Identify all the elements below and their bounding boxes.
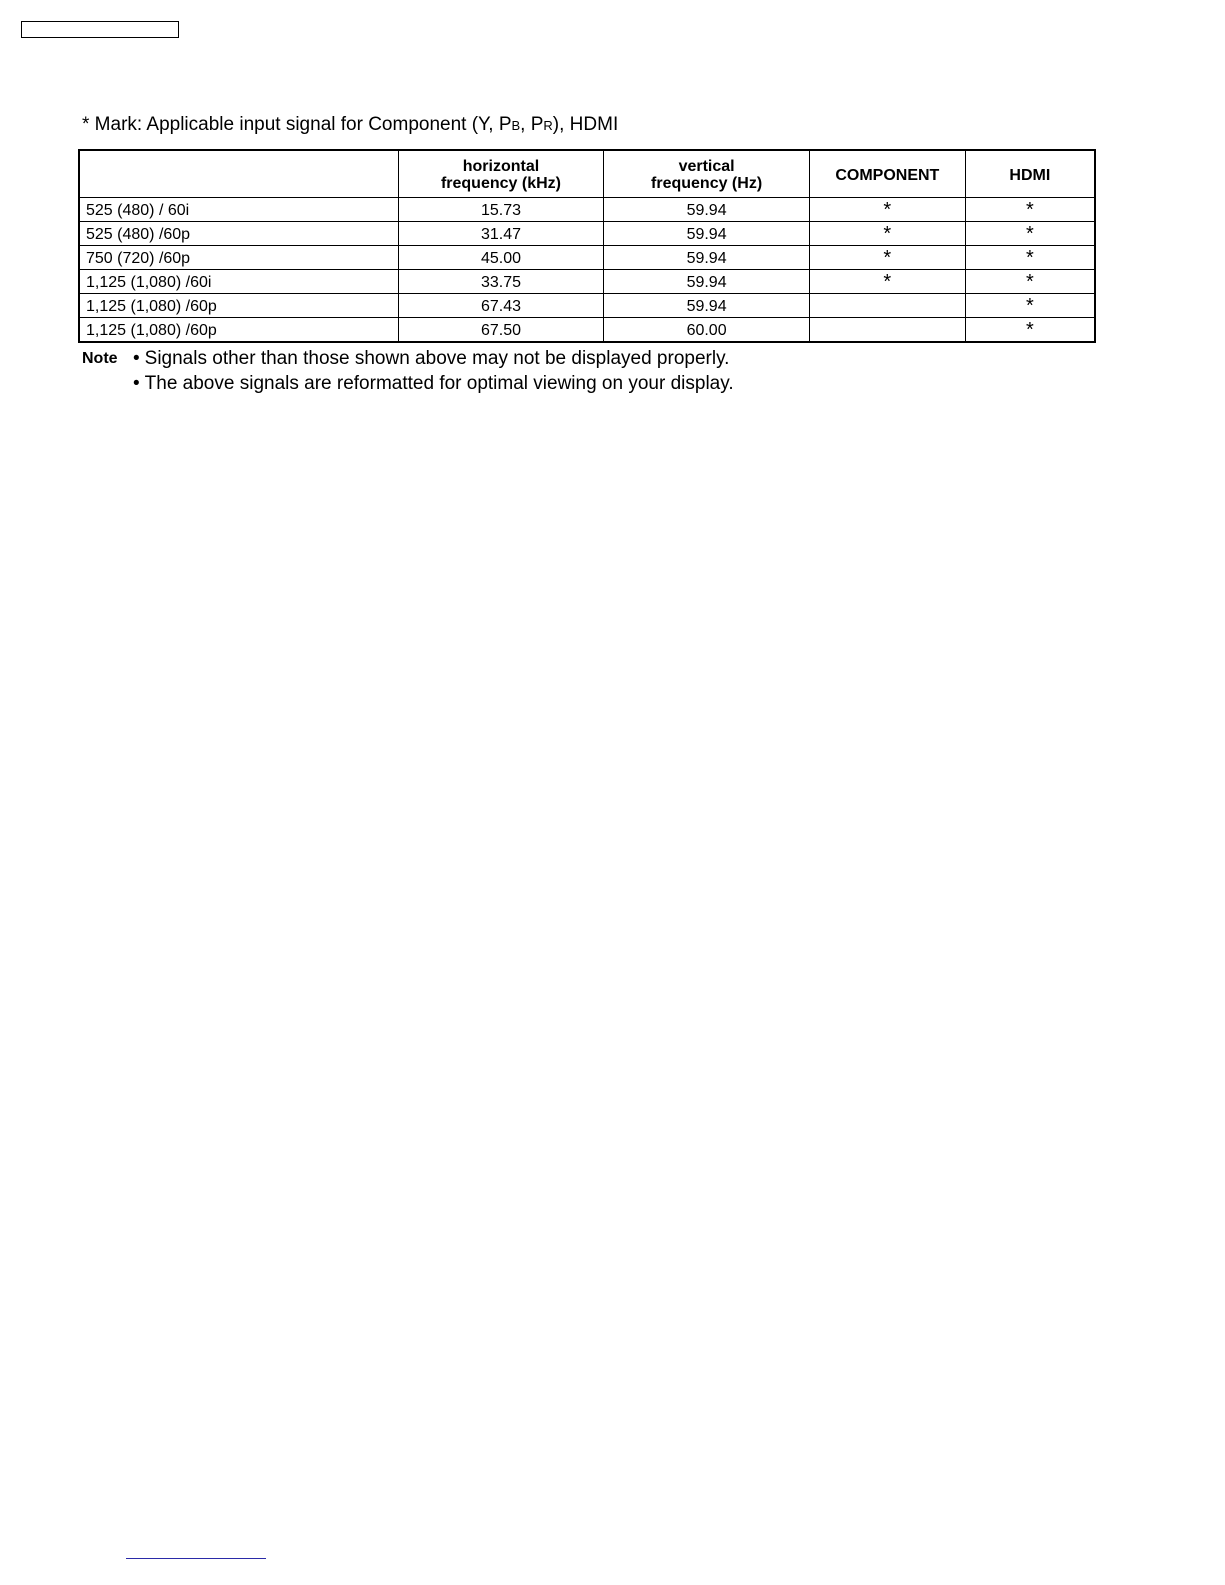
header-horizontal-frequency <box>398 150 604 198</box>
component-mark-cell <box>809 294 965 318</box>
horizontal-frequency-cell: 33.75 <box>398 270 604 294</box>
component-mark-cell: * <box>809 198 965 222</box>
applicable-signal-legend <box>82 114 618 136</box>
horizontal-frequency-cell: 67.43 <box>398 294 604 318</box>
header-vertical-line2: frequency (Hz) <box>651 175 763 192</box>
legend-pr-subscript: R <box>543 118 553 133</box>
note-item <box>82 346 734 371</box>
signal-cell: 1,125 (1,080) /60p <box>79 294 398 318</box>
vertical-frequency-cell: 59.94 <box>604 270 810 294</box>
note-item <box>82 371 734 396</box>
table-header-row <box>79 150 1095 198</box>
legend-prefix: * Mark: Applicable input signal for Component (Y, P <box>82 114 512 135</box>
component-mark-cell: * <box>809 222 965 246</box>
header-horizontal-line1: horizontal <box>462 158 540 175</box>
vertical-frequency-cell: 59.94 <box>604 222 810 246</box>
note-text: The above signals are reformatted for optimal viewing on your display. <box>144 373 734 394</box>
footer-link-line[interactable] <box>126 1558 266 1559</box>
table-row <box>79 246 1095 270</box>
vertical-frequency-cell: 59.94 <box>604 294 810 318</box>
hdmi-mark-cell: * <box>965 294 1095 318</box>
table-row <box>79 198 1095 222</box>
component-mark-cell <box>809 318 965 343</box>
horizontal-frequency-cell: 45.00 <box>398 246 604 270</box>
notes-section <box>82 346 734 396</box>
bullet-icon: • <box>133 373 140 394</box>
note-label-spacer <box>82 371 133 396</box>
signal-cell: 750 (720) /60p <box>79 246 398 270</box>
hdmi-mark-cell: * <box>965 270 1095 294</box>
horizontal-frequency-cell: 15.73 <box>398 198 604 222</box>
note-text: Signals other than those shown above may not be displayed properly. <box>144 348 730 369</box>
bullet-icon: • <box>133 348 140 369</box>
table-row <box>79 318 1095 343</box>
vertical-frequency-cell: 59.94 <box>604 198 810 222</box>
component-mark-cell: * <box>809 246 965 270</box>
header-signal <box>79 150 398 198</box>
legend-suffix: ), HDMI <box>552 114 619 135</box>
horizontal-frequency-cell: 67.50 <box>398 318 604 343</box>
table-row <box>79 270 1095 294</box>
hdmi-mark-cell: * <box>965 222 1095 246</box>
header-hdmi: HDMI <box>965 150 1095 198</box>
vertical-frequency-cell: 60.00 <box>604 318 810 343</box>
signal-cell: 525 (480) / 60i <box>79 198 398 222</box>
component-mark-cell: * <box>809 270 965 294</box>
signal-cell: 1,125 (1,080) /60i <box>79 270 398 294</box>
header-box <box>21 21 179 38</box>
hdmi-mark-cell: * <box>965 318 1095 343</box>
horizontal-frequency-cell: 31.47 <box>398 222 604 246</box>
signal-cell: 525 (480) /60p <box>79 222 398 246</box>
legend-mid: , P <box>520 114 544 135</box>
hdmi-mark-cell: * <box>965 246 1095 270</box>
input-signal-table <box>78 149 1096 343</box>
header-vertical-frequency <box>604 150 810 198</box>
legend-pb-subscript: B <box>511 118 521 133</box>
signal-cell: 1,125 (1,080) /60p <box>79 318 398 343</box>
table-row <box>79 294 1095 318</box>
hdmi-mark-cell: * <box>965 198 1095 222</box>
vertical-frequency-cell: 59.94 <box>604 246 810 270</box>
table-row <box>79 222 1095 246</box>
header-vertical-line1: vertical <box>678 158 735 175</box>
header-horizontal-line2: frequency (kHz) <box>440 175 561 192</box>
header-component: COMPONENT <box>809 150 965 198</box>
note-label: Note <box>82 350 118 367</box>
